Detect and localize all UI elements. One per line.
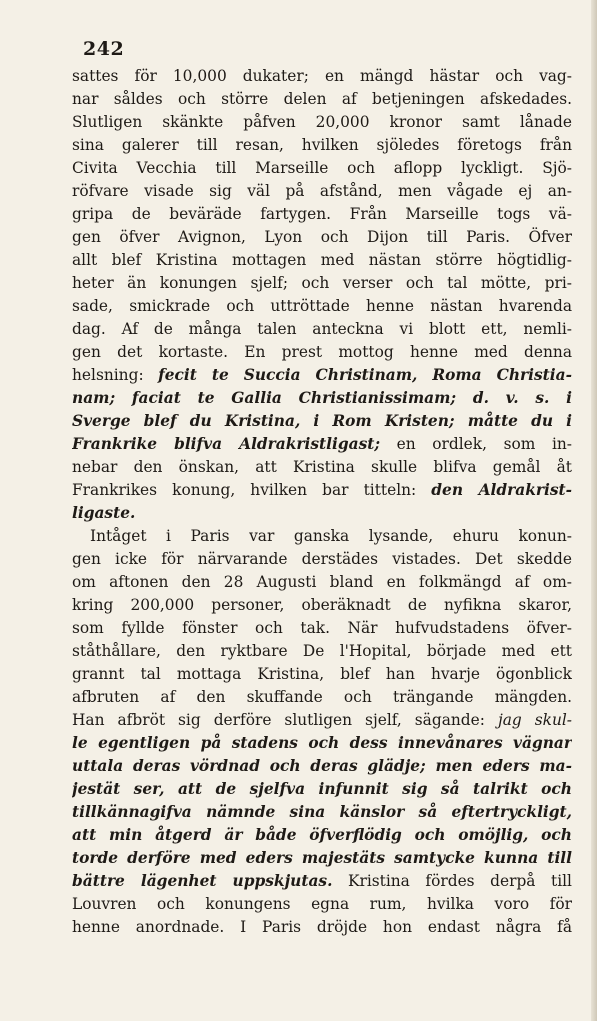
text-segment: en ordlek, som in- (396, 435, 572, 453)
text-line: kring 200,000 personer, oberäknadt de nyfikna skaror, (72, 596, 572, 614)
text-line: torde derföre med eders majestäts samtycke kunna till (72, 849, 572, 867)
text-line: jestät ser, att de sjelfva infunnit sig så talrikt och (72, 780, 572, 798)
text-segment: Frankrikes konung, hvilken bar titteln: (72, 481, 432, 499)
text-line: dag. Af de många talen anteckna vi blott ett, nemli- (72, 320, 572, 338)
text-line: Sverge blef du Kristina, i Rom Kristen; måtte du i (72, 412, 572, 430)
text-line: Slutligen skänkte påfven 20,000 kronor samt lånade (72, 113, 572, 131)
text-segment: Kristina fördes derpå till (347, 872, 572, 890)
text-line: gripa de beväräde fartygen. Från Marseille togs vä- (72, 205, 572, 223)
page-text (72, 65, 572, 939)
text-line: henne anordnade. I Paris dröjde hon endast några få (72, 918, 572, 936)
text-line (72, 364, 572, 387)
text-line: sina galerer till resan, hvilken sjöledes företogs från (72, 136, 572, 154)
text-line: gen icke för närvarande derstädes vistades. Det skedde (72, 550, 572, 568)
text-line: som fyllde fönster och tak. När hufvudstadens öfver- (72, 619, 572, 637)
page-edge (591, 0, 597, 1021)
text-line (72, 433, 572, 456)
text-segment: helsning: (72, 366, 159, 384)
text-line: ståthållare, den ryktbare De l'Hopital, började med ett (72, 642, 572, 660)
text-line: nar såldes och större delen af betjeningen afskedades. (72, 90, 572, 108)
italic-segment: jag skul- (497, 711, 572, 729)
text-line: sattes för 10,000 dukater; en mängd hästar och vag- (72, 67, 572, 85)
text-line: Civita Vecchia till Marseille och aflopp lyckligt. Sjö- (72, 159, 572, 177)
text-line (72, 479, 572, 502)
text-line: Louvren och konungens egna rum, hvilka voro för (72, 895, 572, 913)
italic-segment: den Aldrakrist- (431, 481, 572, 499)
page-number: 242 (83, 38, 125, 60)
text-line: afbruten af den skuffande och trängande mängden. (72, 688, 572, 706)
text-line: att min åtgerd är både öfverflödig och omöjlig, och (72, 826, 572, 844)
italic-segment: fecit te Succia Christinam, Roma Christia- (158, 366, 572, 384)
text-line: om aftonen den 28 Augusti bland en folkmängd af om- (72, 573, 572, 591)
text-line (72, 870, 572, 893)
italic-segment: bättre lägenhet uppskjutas. (72, 872, 333, 890)
text-line: tillkännagifva nämnde sina känslor så eftertryckligt, (72, 803, 572, 821)
text-line: nebar den önskan, att Kristina skulle blifva gemål åt (72, 458, 572, 476)
text-line: heter än konungen sjelf; och verser och tal mötte, pri- (72, 274, 572, 292)
text-line: grannt tal mottaga Kristina, blef han hvarje ögonblick (72, 665, 572, 683)
text-segment: Han afbröt sig derföre slutligen sjelf, sägande: (72, 711, 498, 729)
text-line: le egentligen på stadens och dess innevånares vägnar (72, 734, 572, 752)
italic-segment: Frankrike blifva Aldrakristligast; (72, 435, 381, 453)
text-line: gen öfver Avignon, Lyon och Dijon till Paris. Öfver (72, 228, 572, 246)
text-line: ligaste. (72, 504, 136, 522)
text-line: röfvare visade sig väl på afstånd, men vågade ej an- (72, 182, 572, 200)
text-line: allt blef Kristina mottagen med nästan större högtidlig- (72, 251, 572, 269)
paragraph-start-line: Intåget i Paris var ganska lysande, ehuru konun- (90, 527, 572, 545)
text-line: sade, smickrade och uttröttade henne nästan hvarenda (72, 297, 572, 315)
text-line (72, 709, 572, 732)
text-line: uttala deras vördnad och deras glädje; men eders ma- (72, 757, 572, 775)
text-line: nam; faciat te Gallia Christianissimam; d. v. s. i (72, 389, 572, 407)
text-line: gen det kortaste. En prest mottog henne med denna (72, 343, 572, 361)
